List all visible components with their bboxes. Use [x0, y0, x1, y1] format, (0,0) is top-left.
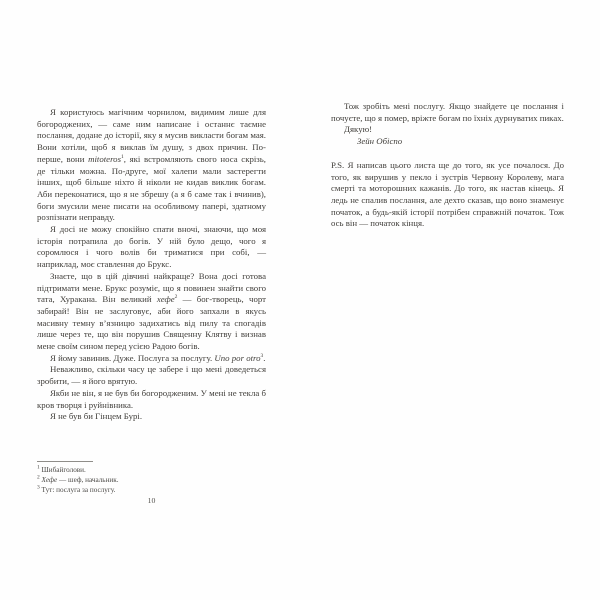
footnote-rule [37, 461, 93, 462]
paragraph: Якби не він, я не був би богородженим. У мені не текла б кров творця і руйнівника. [37, 387, 266, 410]
footnote-text: Тут: послуга за послугу. [41, 485, 116, 494]
italic-term: mitoteros [88, 153, 122, 164]
footnote-italic: Хефе [41, 475, 58, 484]
paragraph-text: Я йому завинив. Дуже. Послуга за послугу. [50, 352, 215, 363]
footnote-number: 1 [37, 464, 40, 471]
italic-term: Uno por otro [214, 352, 261, 363]
page-number: 10 [147, 496, 156, 505]
footnote-number: 3 [37, 484, 40, 491]
paragraph-text: Я користуюсь магічним чорнилом, видимим лише для богороджених, — саме ним написане і останнє таємне послання, додане до історії, яку я мусив викласти богам мая. Вони хотіли, щоб я виклав їм душу, з двох причин. По-перше, вони [37, 107, 266, 164]
paragraph: Неважливо, скільки часу це забере і що мені доведеться зробити, — я його врятую. [37, 364, 266, 387]
signature: Зейн Обіспо [357, 136, 403, 147]
paragraph: Я не був би Гінцем Бурі. [50, 411, 143, 422]
right-page-text [331, 101, 564, 230]
paragraph [37, 107, 266, 224]
footnote-text: Шибайголови. [41, 466, 86, 474]
italic-term: хефе [156, 294, 175, 305]
footnote-marker: 3 [260, 352, 264, 359]
left-page-text [37, 107, 266, 423]
footnote [37, 466, 266, 476]
paragraph-text: Знаєте, що в цій дівчині найкраще? Вона досі готова підтримати мене. Брукс розуміє, що я повинен знайти свого тата, Хуракана. Він великий [37, 270, 266, 305]
footnote-number: 2 [37, 474, 40, 481]
paragraph-text: — бог-творець, чорт забирай! Він не заслуговує, аби його запхали в якусь масивну темну в’язницю задихатись від пилу та спогадів лише через те, що він порушив Священну Клятву і визнав мене своїм сином перед усією Радою богів. [37, 294, 266, 352]
paragraph-text: . [263, 352, 266, 363]
footnote [37, 476, 266, 486]
paragraph [37, 353, 266, 365]
footnotes [37, 461, 266, 495]
paragraph: Тож зробіть мені послугу. Якщо знайдете це послання і почуєте, що я помер, вріжте богам по їхніх дурнуватих пиках. [331, 101, 564, 123]
closing-line: Дякую! [344, 124, 373, 135]
footnote [37, 486, 266, 496]
footnote-marker: 2 [174, 294, 178, 301]
paragraph-text: , які встромляють свого носа скрізь, де тільки можна. По-друге, мої халепи мали застерегти інших, щоб більше ніхто й ніколи не кидав виклик богам. Аби переконатися, що я не збрешу (а я б саме так і вчинив), боги змусили мене писати на особливому папері, здатному розпізнати неправду. [37, 153, 266, 223]
paragraph: Я досі не можу спокійно спати вночі, знаючи, що моя історія потрапила до богів. У ній було дещо, чого я соромлюся і чого волів би триматися при собі, — наприклад, моє ставлення до Брукс. [37, 224, 266, 270]
footnote-text: — шеф, начальник. [57, 475, 119, 484]
footnote-marker: 1 [121, 153, 124, 160]
postscript: P.S. Я написав цього листа ще до того, як усе почалося. До того, як вирушив у пекло і зустрів Червону Королеву, мага смерті та моторошних кажанів. До того, як настав кінець. Я ледь не спалив послання, але дехто сказав, що воно знаменує початок, а будь-якій історії потрібен справжній початок. Тож ось він — початок кінця. [331, 159, 564, 229]
paragraph [37, 271, 266, 353]
